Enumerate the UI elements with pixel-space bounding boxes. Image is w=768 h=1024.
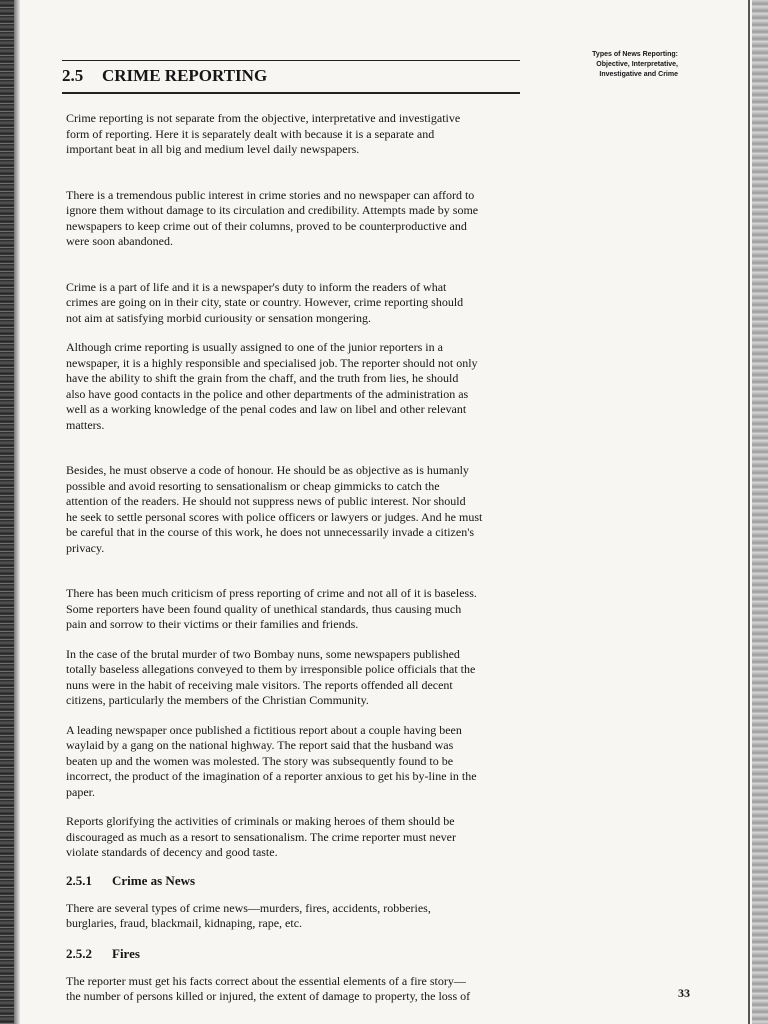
running-header-line: Investigative and Crime — [599, 71, 678, 78]
text-line: crimes are going on in their city, state or country. However, crime reporting should — [66, 295, 464, 309]
subsection-title: Fires — [112, 945, 140, 961]
text-line: Some reporters have been found quality of unethical standards, thus causing much — [66, 601, 462, 616]
text-line: ignore them without damage to its circulation and credibility. Attempts made by some — [66, 203, 479, 217]
scan-binding-edge-left — [0, 0, 14, 1024]
body-text — [66, 111, 534, 1005]
subsection-heading — [66, 873, 534, 889]
subsection-title: Crime as News — [112, 872, 196, 888]
paragraph — [66, 647, 534, 709]
text-line: totally baseless allegations conveyed to them by irresponsible police officials that the — [66, 662, 476, 676]
text-line: have the ability to shift the grain from the chaff, and the truth from lies, he should — [66, 371, 459, 385]
text-line: possible and avoid resorting to sensationalism or cheap gimmicks to catch the — [66, 478, 440, 493]
paragraph — [66, 111, 534, 158]
text-line: Crime is a part of life and it is a newspaper's duty to inform the readers of what — [66, 279, 447, 294]
text-line: beaten up and the women was molested. The story was subsequently found to be — [66, 753, 454, 768]
text-line: pain and sorrow to their victims or their families and friends. — [66, 617, 359, 631]
paragraph — [66, 723, 534, 801]
paragraph — [66, 188, 534, 250]
text-line: citizens, particularly the members of the Christian Community. — [66, 693, 369, 707]
paragraph — [66, 901, 534, 932]
section-title: CRIME REPORTING — [102, 66, 268, 85]
section-number: 2.5 — [62, 66, 84, 85]
subsection-number: 2.5.1 — [66, 872, 92, 888]
page-number: 33 — [678, 986, 690, 1000]
text-line: A leading newspaper once published a fictitious report about a couple having been — [66, 722, 462, 737]
section-heading — [62, 66, 267, 86]
text-line: be careful that in the course of this work, he does not unnecessarily invade a citizen's — [66, 525, 475, 539]
text-line: the number of persons killed or injured, the extent of damage to property, the loss of — [66, 989, 471, 1003]
text-line: Crime reporting is not separate from the objective, interpretative and investigative — [66, 111, 461, 125]
scan-binding-edge-right — [752, 0, 768, 1024]
text-line: violate standards of decency and good taste. — [66, 845, 278, 859]
running-header — [560, 50, 678, 80]
text-line: were soon abandoned. — [66, 234, 173, 248]
text-line: attention of the readers. He should not suppress news of public interest. Nor should — [66, 494, 466, 508]
text-line: nuns were in the habit of receiving male visitors. The reports offended all decent — [66, 677, 453, 692]
text-line: There are several types of crime news—murders, fires, accidents, robberies, — [66, 900, 431, 915]
running-header-line: Objective, Interpretative, — [596, 61, 678, 68]
page-right-border — [748, 0, 750, 1024]
text-line: incorrect, the product of the imagination of a reporter anxious to get his by-line in the — [66, 769, 477, 783]
text-line: he seek to settle personal scores with police officers or lawyers or judges. And he must — [66, 509, 483, 524]
heading-rule-top — [62, 60, 520, 61]
text-line: Although crime reporting is usually assigned to one of the junior reporters in a — [66, 340, 443, 354]
heading-rule-bottom — [62, 92, 520, 94]
text-line: form of reporting. Here it is separately dealt with because it is a separate and — [66, 126, 435, 141]
running-header-line: Types of News Reporting: — [592, 51, 678, 58]
paragraph — [66, 463, 534, 556]
text-line: Reports glorifying the activities of criminals or making heroes of them should be — [66, 814, 455, 828]
text-line: waylaid by a gang on the national highway. The report said that the husband was — [66, 738, 454, 752]
text-line: not aim at satisfying morbid curiousity or sensation mongering. — [66, 310, 371, 325]
text-line: newspaper, it is a highly responsible and specialised job. The reporter should not only — [66, 355, 478, 370]
text-line: newspapers to keep crime out of their columns, proved to be counterproductive and — [66, 218, 467, 233]
text-line: discouraged as much as a resort to sensationalism. The crime reporter must never — [66, 829, 456, 844]
text-line: paper. — [66, 784, 95, 799]
text-line: important beat in all big and medium level daily newspapers. — [66, 142, 360, 156]
scan-shadow-left — [14, 0, 20, 1024]
subsection-heading — [66, 946, 534, 962]
paragraph — [66, 974, 534, 1005]
text-line: burglaries, fraud, blackmail, kidnaping, rape, etc. — [66, 916, 303, 930]
text-line: In the case of the brutal murder of two Bombay nuns, some newspapers published — [66, 646, 460, 661]
text-line: well as a working knowledge of the penal codes and law on libel and other relevant — [66, 402, 467, 416]
paragraph — [66, 280, 534, 327]
subsection-number: 2.5.2 — [66, 945, 92, 961]
text-line: There is a tremendous public interest in crime stories and no newspaper can afford to — [66, 187, 475, 202]
text-line: also have good contacts in the police and other departments of the administration as — [66, 386, 469, 401]
paragraph — [66, 814, 534, 861]
paragraph — [66, 586, 534, 633]
text-line: The reporter must get his facts correct about the essential elements of a fire story— — [66, 973, 466, 988]
text-line: There has been much criticism of press reporting of crime and not all of it is baseless. — [66, 586, 477, 600]
text-line: privacy. — [66, 540, 105, 555]
text-line: matters. — [66, 417, 105, 432]
text-line: Besides, he must observe a code of honour. He should be as objective as is humanly — [66, 463, 469, 477]
paragraph — [66, 340, 534, 433]
